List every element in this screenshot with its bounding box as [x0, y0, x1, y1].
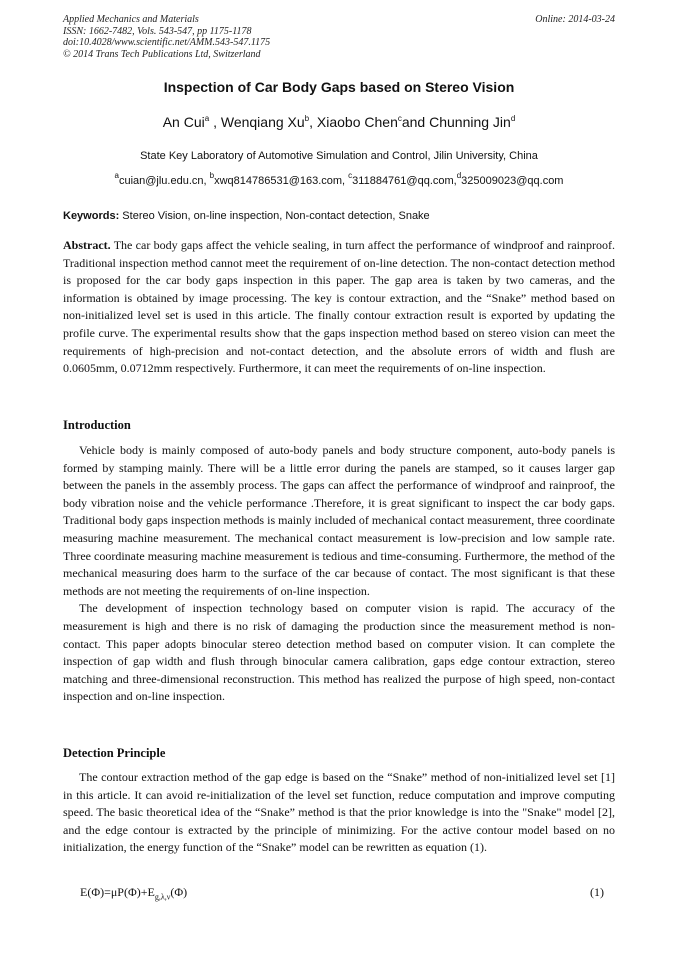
email-mark: b: [209, 171, 215, 180]
paragraph: The development of inspection technology based on computer vision is rapid. The accuracy of the measurement is high and there is no risk of damaging the production since the measurement method is non-contact. This paper adopts binocular stereo detection method based on computer vision. It can complete the inspection of gap width and flush through binocular camera calibration, gaps edge contour extraction, stereo matching and three-dimensional reconstruction. This method has realized the purpose of high speed, non-contact inspection and on-line inspection.: [63, 601, 615, 704]
abstract: [63, 237, 615, 378]
keywords-text: Stereo Vision, on-line inspection, Non-contact detection, Snake: [119, 210, 430, 222]
affiliation: State Key Laboratory of Automotive Simulation and Control, Jilin University, China: [140, 150, 538, 162]
paragraph: The contour extraction method of the gap edge is based on the “Snake” method of non-initialized level set [1] in this article. It can avoid re-initialization of the level set function, reduce computation and improve computing speed. The basic theoretical idea of the “Snake” method is that the prior knowledge is into the "Snake" model [2], and the edge contour is extracted by the principle of minimizing. For the active contour model based on no initialization, the energy function of the “Snake” model can be rewritten as equation (1).: [63, 770, 615, 855]
author-mark: c: [397, 114, 402, 123]
author-mark: a: [204, 114, 210, 123]
author-name: Wenqiang Xu: [220, 114, 305, 130]
author-name: An Cui: [162, 114, 205, 130]
email-address: 311884761@qq.com,: [352, 175, 457, 187]
keywords: [63, 210, 615, 222]
author-separator: ,: [209, 114, 221, 130]
detection-principle-body: [63, 769, 615, 857]
equation-subscript: g,λ,ν: [154, 892, 171, 902]
abstract-paragraph: [63, 237, 615, 378]
email-address: 325009023@qq.com: [461, 175, 564, 187]
issn-line: ISSN: 1662-7482, Vols. 543-547, pp 1175-1178: [63, 25, 252, 37]
email-mark: d: [456, 171, 462, 180]
email-address: cuian@jlu.edu.cn,: [118, 175, 210, 187]
detection-principle-heading: Detection Principle: [63, 746, 166, 760]
email-mark: a: [114, 171, 119, 180]
online-date: Online: 2014-03-24: [535, 14, 615, 25]
author-separator: and: [401, 114, 430, 130]
equation-tail: (Φ): [170, 885, 188, 899]
running-header: [63, 14, 615, 60]
publication-info: [63, 14, 615, 60]
equation-number: (1): [590, 885, 604, 899]
introduction-heading: Introduction: [63, 418, 131, 432]
abstract-label: Abstract.: [63, 238, 111, 252]
author-list: [63, 114, 615, 130]
paper-title: Inspection of Car Body Gaps based on Stereo Vision: [163, 79, 515, 95]
author-mark: b: [304, 114, 310, 123]
author-name: Xiaobo Chen: [316, 114, 398, 130]
equation-main: E(Φ)=μP(Φ)+E: [80, 885, 155, 899]
abstract-text: The car body gaps affect the vehicle sealing, in turn affect the performance of windproof and rainproof. Traditional inspection method cannot meet the requirement of on-line detection. The non-contact detection method is proposed for the car body gaps inspection in this paper. The gap area is taken by two cameras, and the information is obtained by image processing. The key is contour extraction, and the “Snake” method based on non-initialized level set is used in this article. The finally contour extraction result is exported by updating the profile curve. The experimental results show that the gaps inspection method based on stereo vision can meet the requirements of high-precision and not-contact detection, and the absolute errors of width and flush are 0.0605mm, 0.0712mm respectively. Furthermore, it can meet the requirements of on-line inspection.: [63, 238, 615, 376]
keywords-label: Keywords:: [63, 210, 120, 222]
introduction-body: [63, 442, 615, 706]
email-list: [63, 171, 615, 187]
paragraph: Vehicle body is mainly composed of auto-body panels and body structure component, auto-body panels is formed by stamping mainly. There will be a little error during the panels are stamped, so it causes larger gap between the panels in the assembly process. The gaps can affect the performance of windproof and rainproof, the body vibration noise and the vehicle performance .Therefore, it is great significant to inspect the car body gaps. Traditional body gaps inspection methods is mainly included of mechanical contact measurement, three coordinate measuring machine measurement. The mechanical contact measurement is low-precision and low sample rate. Three coordinate measuring machine measurement is tedious and time-consuming. Furthermore, the method of the mechanical measuring does harm to the surface of the car because of contact. The most significant is that these methods are not meeting the requirements of on-line inspection.: [63, 443, 615, 598]
author-mark: d: [510, 114, 516, 123]
author-separator: ,: [309, 114, 317, 130]
doi-line: doi:10.4028/www.scientific.net/AMM.543-547.1175: [63, 37, 271, 48]
email-mark: c: [348, 171, 353, 180]
author-name: Chunning Jin: [429, 114, 511, 130]
email-address: xwq814786531@163.com,: [214, 175, 349, 187]
equation-1: [80, 885, 187, 901]
journal-name: Applied Mechanics and Materials: [63, 14, 199, 25]
copyright-line: © 2014 Trans Tech Publications Ltd, Switzerland: [63, 48, 261, 60]
